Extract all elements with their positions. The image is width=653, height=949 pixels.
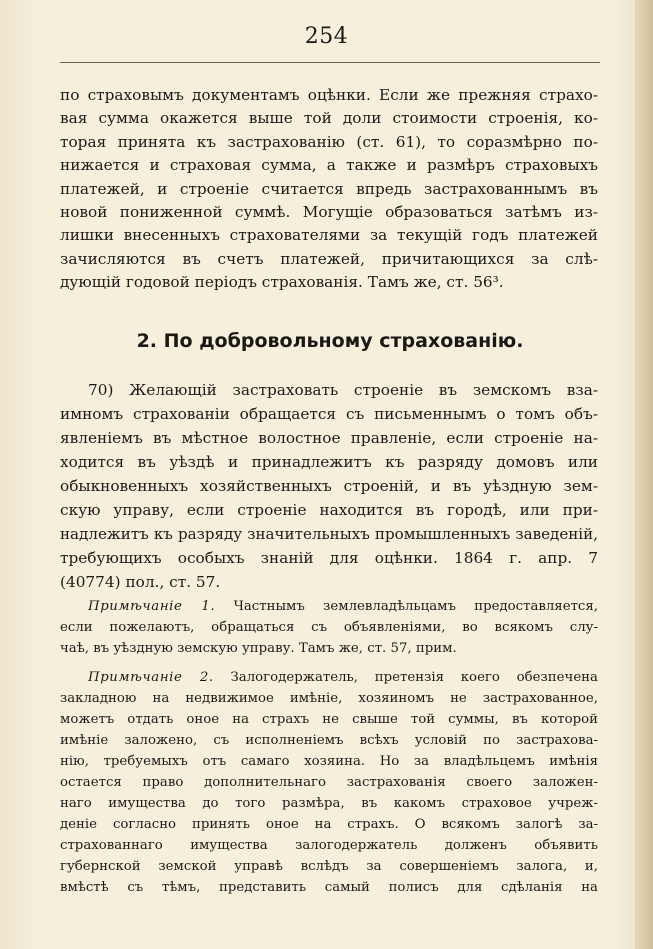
text-line: зачисляются въ счетъ платежей, причитающихся за слѣ- — [60, 249, 598, 268]
text-line: имѣніе заложено, съ исполненіемъ всѣхъ условій по застрахова- — [60, 733, 598, 748]
text-line: имномъ страхованіи обращается съ письменнымъ о томъ объ- — [60, 405, 598, 423]
text-line: остается право дополнительнаго застрахованія своего заложен- — [60, 775, 598, 790]
paragraph-continued — [60, 84, 598, 295]
text-line: торая принята къ застрахованію (ст. 61), то соразмѣрно по- — [60, 132, 598, 151]
text-line: по страховымъ документамъ оцѣнки. Если же прежняя страхо- — [60, 86, 598, 104]
text-line: нижается и страховая сумма, а также и размѣръ страховыхъ — [60, 156, 598, 175]
text-line: вая сумма окажется выше той доли стоимости строенія, ко- — [60, 109, 598, 128]
text-line: явленіемъ въ мѣстное волостное правленіе, если строеніе на- — [60, 429, 598, 447]
text-line: дующій годовой періодъ страхованія. Тамъ же, ст. 56³. — [60, 273, 504, 292]
note-first-line — [60, 596, 598, 617]
text-line: требующихъ особыхъ знаній для оцѣнки. 1864 г. апр. 7 — [60, 549, 598, 567]
text-line: страхованнаго имущества залогодержатель долженъ объявить — [60, 838, 598, 853]
text-line: можетъ отдать оное на страхъ не свыше той суммы, въ которой — [60, 712, 598, 727]
text-line: закладною на недвижимое имѣніе, хозяиномъ не застрахованное, — [60, 691, 598, 706]
text-line: 70) Желающій застраховать строеніе въ земскомъ вза- — [88, 381, 598, 399]
text-line: надлежитъ къ разряду значительныхъ промышленныхъ заведеній, — [60, 525, 598, 543]
text-line: губернской земской управѣ вслѣдъ за совершеніемъ залога, и, — [60, 859, 598, 874]
paragraph-70 — [60, 378, 598, 594]
header-rule — [60, 62, 600, 63]
page-edge — [635, 0, 653, 949]
text-line: наго имущества до того размѣра, въ какомъ страховое учреж- — [60, 796, 598, 811]
text-line: вмѣстѣ съ тѣмъ, представить самый полисъ для сдѣланія на — [60, 880, 598, 895]
text-line: скую управу, если строеніе находится въ городѣ, или при- — [60, 501, 598, 519]
text-line: платежей, и строеніе считается впредь застрахованнымъ въ — [60, 179, 598, 198]
text-line: деніе согласно принять оное на страхъ. О всякомъ залогѣ за- — [60, 817, 598, 832]
note-1 — [60, 596, 598, 659]
text-line: новой пониженной суммѣ. Могущіе образоваться затѣмъ из- — [60, 202, 598, 221]
text-line: обыкновенныхъ хозяйственныхъ строеній, и въ уѣздную зем- — [60, 477, 598, 495]
text-line: если пожелаютъ, обращаться съ объявленіями, во всякомъ слу- — [60, 620, 598, 635]
text-line: (40774) пол., ст. 57. — [60, 573, 221, 591]
note-text: Залогодержатель, претензія коего обезпечена — [230, 670, 598, 685]
note-first-line — [60, 667, 598, 688]
note-label: Примѣчаніе 1. — [88, 599, 216, 614]
text-line: нію, требуемыхъ отъ самаго хозяина. Но за владѣльцемъ имѣнія — [60, 754, 598, 769]
text-line: ходится въ уѣздѣ и принадлежитъ къ разряду домовъ или — [60, 453, 598, 471]
text-line: чаѣ, въ уѣздную земскую управу. Тамъ же, ст. 57, прим. — [60, 641, 457, 656]
note-text: Частнымъ землевладѣльцамъ предоставляется, — [233, 599, 598, 614]
page-number: 254 — [304, 24, 349, 49]
note-label: Примѣчаніе 2. — [88, 670, 214, 685]
section-heading: 2. По добровольному страхованію. — [136, 330, 524, 352]
note-2 — [60, 667, 598, 898]
text-line: лишки внесенныхъ страхователями за текущій годъ платежей — [60, 226, 598, 245]
